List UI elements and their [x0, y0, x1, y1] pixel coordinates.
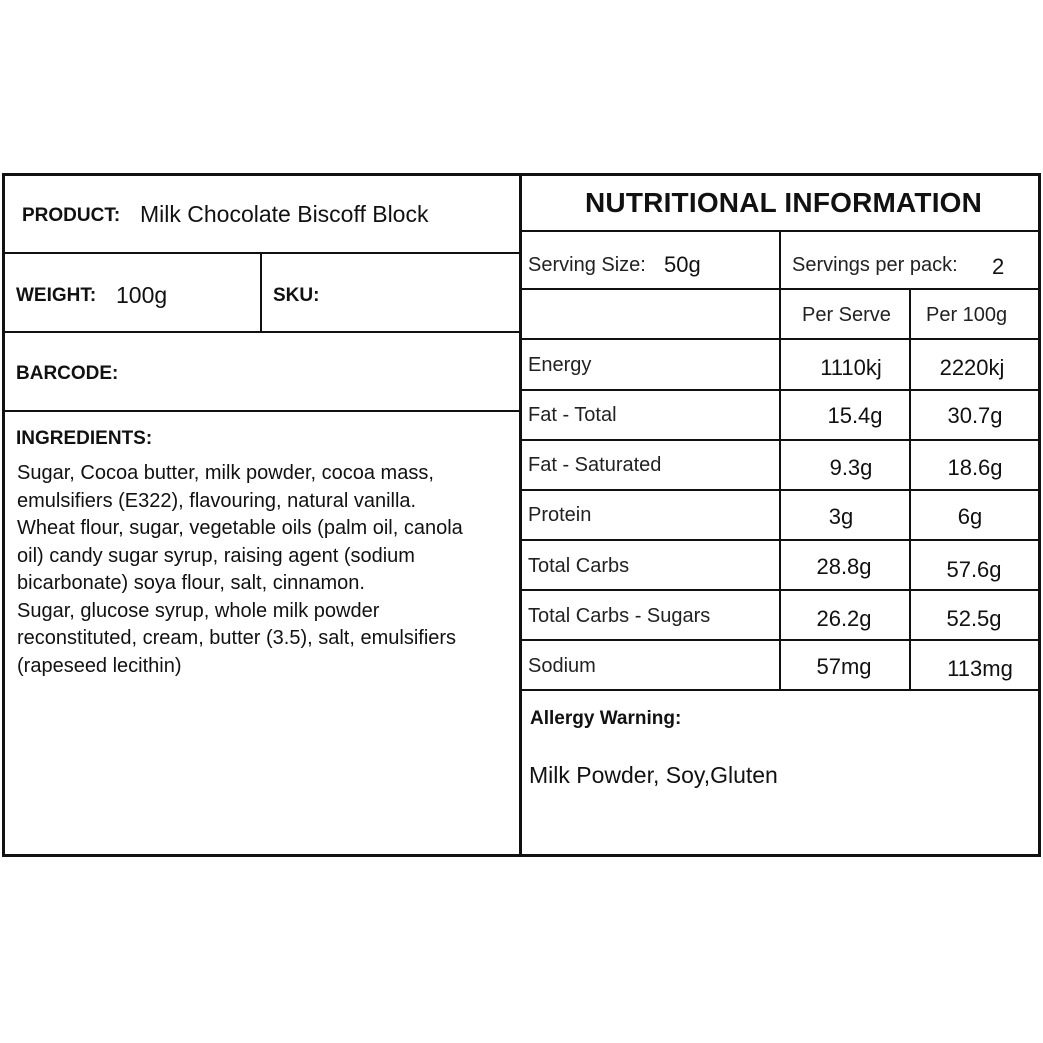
ingredients-line: Sugar, Cocoa butter, milk powder, cocoa mass, — [17, 462, 434, 484]
weight-value: 100g — [116, 282, 168, 308]
per-serve-value: 1110kj — [820, 355, 882, 380]
ingredients-line: bicarbonate) soya flour, salt, cinnamon. — [17, 572, 365, 594]
nutrient-name: Sodium — [528, 655, 596, 677]
nutrient-name: Fat - Total — [528, 404, 617, 426]
main-divider — [519, 173, 522, 857]
serving-divider — [779, 230, 781, 290]
serving-size-value: 50g — [664, 252, 701, 277]
nutrient-name: Total Carbs — [528, 555, 630, 577]
column-header-per-serve: Per Serve — [802, 304, 891, 326]
nut-col-divider-2 — [909, 288, 911, 691]
nutrient-name: Fat - Saturated — [528, 454, 662, 476]
per-100g-value: 57.6g — [946, 557, 1002, 582]
per-100g-value: 52.5g — [946, 606, 1002, 631]
nutrient-name: Energy — [528, 354, 592, 376]
serving-size-label: Serving Size: — [528, 254, 646, 276]
product-name: Milk Chocolate Biscoff Block — [140, 201, 429, 227]
nut-col-divider-1 — [779, 288, 781, 691]
per-serve-value: 28.8g — [816, 554, 872, 579]
ingredients-line: Sugar, glucose syrup, whole milk powder — [17, 599, 380, 622]
per-100g-value: 2220kj — [939, 355, 1005, 380]
per-serve-value: 57mg — [816, 654, 872, 679]
per-100g-value: 18.6g — [947, 455, 1003, 480]
product-label: PRODUCT: — [22, 205, 121, 226]
column-header-per-100g: Per 100g — [926, 304, 1008, 326]
allergy-warning-label: Allergy Warning: — [530, 708, 682, 729]
ingredients-line: reconstituted, cream, butter (3.5), salt, emulsifiers — [17, 627, 457, 649]
nutrition-title: NUTRITIONAL INFORMATION — [585, 187, 983, 218]
per-100g-value: 30.7g — [947, 403, 1003, 428]
per-serve-value: 26.2g — [816, 606, 872, 631]
ingredients-line: (rapeseed lecithin) — [17, 654, 182, 677]
ingredients-line: Wheat flour, sugar, vegetable oils (palm oil, canola — [17, 517, 463, 539]
ingredients-line: oil) candy sugar syrup, raising agent (sodium — [17, 544, 415, 567]
ingredients-text — [17, 460, 512, 680]
per-serve-value: 3g — [828, 504, 854, 529]
ingredients-label: INGREDIENTS: — [16, 428, 153, 449]
servings-per-pack-value: 2 — [992, 254, 1005, 279]
per-serve-value: 15.4g — [827, 403, 883, 428]
barcode-label: BARCODE: — [16, 363, 119, 384]
allergy-warning-value: Milk Powder, Soy,Gluten — [529, 762, 778, 788]
nutrient-name: Total Carbs - Sugars — [528, 605, 711, 627]
per-100g-value: 6g — [957, 504, 983, 529]
nutrient-name: Protein — [528, 504, 592, 526]
weight-label: WEIGHT: — [16, 285, 97, 306]
left-divider-3 — [2, 410, 521, 412]
per-100g-value: 113mg — [947, 656, 1013, 681]
weight-sku-divider — [260, 252, 262, 332]
ingredients-line: emulsifiers (E322), flavouring, natural vanilla. — [17, 489, 417, 512]
servings-per-pack-label: Servings per pack: — [792, 254, 958, 276]
per-serve-value: 9.3g — [829, 455, 873, 480]
sku-label: SKU: — [273, 285, 320, 306]
